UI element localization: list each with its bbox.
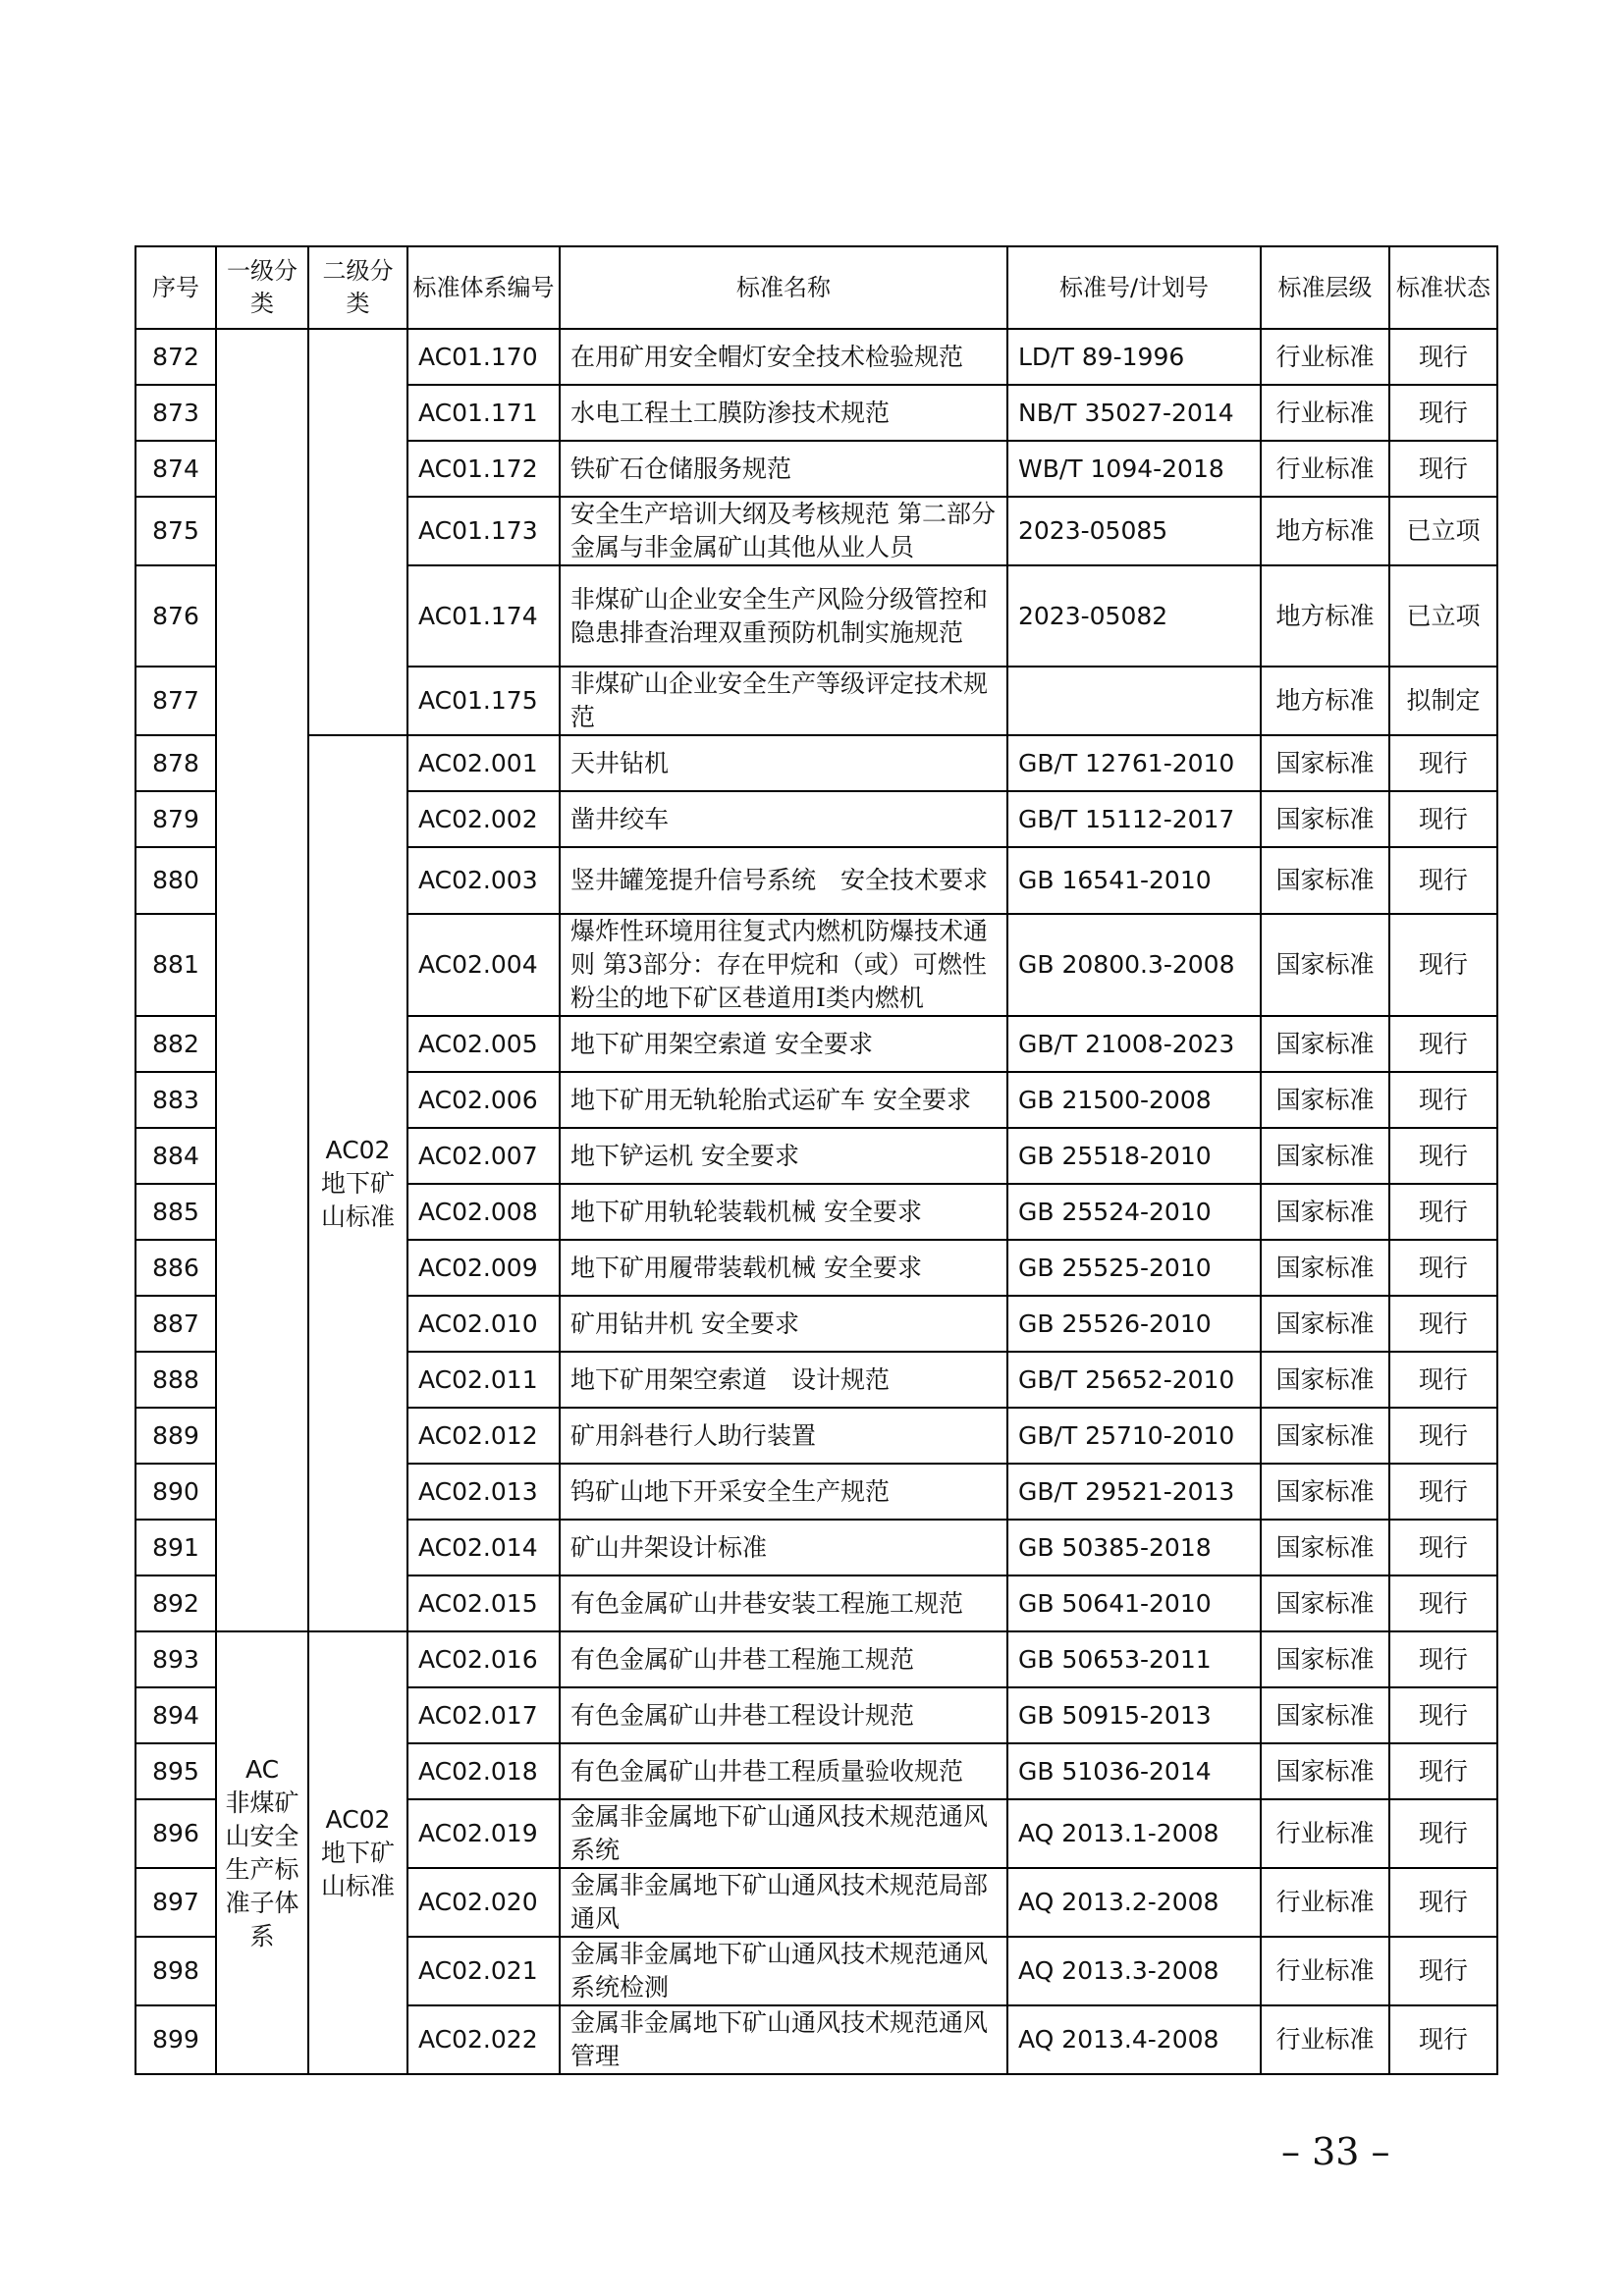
- number-cell: GB 25518-2010: [1007, 1128, 1261, 1184]
- level2-code: AC02: [325, 1135, 391, 1164]
- number-cell: GB/T 21008-2023: [1007, 1016, 1261, 1072]
- table-row: [135, 329, 1497, 385]
- code-cell: AC02.003: [407, 847, 560, 914]
- level1-label: 非煤矿山安全生产标准子体系: [225, 1788, 299, 1950]
- seq-cell: 892: [135, 1575, 216, 1631]
- code-cell: AC02.008: [407, 1184, 560, 1240]
- level2-cell-empty: [308, 329, 407, 735]
- code-cell: AC01.170: [407, 329, 560, 385]
- tier-cell: 行业标准: [1261, 1799, 1389, 1868]
- status-cell: 现行: [1389, 1743, 1497, 1799]
- tier-cell: 行业标准: [1261, 385, 1389, 441]
- seq-cell: 875: [135, 497, 216, 565]
- number-cell: GB 50385-2018: [1007, 1520, 1261, 1575]
- header-level2: 二级分类: [308, 246, 407, 329]
- name-cell: 爆炸性环境用往复式内燃机防爆技术通则 第3部分：存在甲烷和（或）可燃性粉尘的地下矿区巷道用Ⅰ类内燃机: [560, 914, 1007, 1016]
- status-cell: 现行: [1389, 1687, 1497, 1743]
- code-cell: AC02.019: [407, 1799, 560, 1868]
- seq-cell: 896: [135, 1799, 216, 1868]
- name-cell: 有色金属矿山井巷工程设计规范: [560, 1687, 1007, 1743]
- tier-cell: 国家标准: [1261, 1072, 1389, 1128]
- number-cell: GB 25526-2010: [1007, 1296, 1261, 1352]
- tier-cell: 行业标准: [1261, 1868, 1389, 1937]
- header-level1: 一级分类: [216, 246, 308, 329]
- name-cell: 金属非金属地下矿山通风技术规范通风系统: [560, 1799, 1007, 1868]
- number-cell: AQ 2013.1-2008: [1007, 1799, 1261, 1868]
- code-cell: AC02.015: [407, 1575, 560, 1631]
- tier-cell: 国家标准: [1261, 791, 1389, 847]
- status-cell: 现行: [1389, 329, 1497, 385]
- seq-cell: 873: [135, 385, 216, 441]
- status-cell: 现行: [1389, 791, 1497, 847]
- code-cell: AC01.172: [407, 441, 560, 497]
- name-cell: 非煤矿山企业安全生产等级评定技术规范: [560, 667, 1007, 735]
- tier-cell: 国家标准: [1261, 1743, 1389, 1799]
- number-cell: AQ 2013.3-2008: [1007, 1937, 1261, 2005]
- header-tier: 标准层级: [1261, 246, 1389, 329]
- code-cell: AC01.171: [407, 385, 560, 441]
- name-cell: 非煤矿山企业安全生产风险分级管控和隐患排查治理双重预防机制实施规范: [560, 565, 1007, 667]
- number-cell: AQ 2013.2-2008: [1007, 1868, 1261, 1937]
- status-cell: 现行: [1389, 1296, 1497, 1352]
- tier-cell: 国家标准: [1261, 1687, 1389, 1743]
- tier-cell: 国家标准: [1261, 1464, 1389, 1520]
- number-cell: AQ 2013.4-2008: [1007, 2005, 1261, 2074]
- number-cell: GB/T 25710-2010: [1007, 1408, 1261, 1464]
- seq-cell: 886: [135, 1240, 216, 1296]
- name-cell: 矿用钻井机 安全要求: [560, 1296, 1007, 1352]
- code-cell: AC02.002: [407, 791, 560, 847]
- tier-cell: 国家标准: [1261, 1016, 1389, 1072]
- name-cell: 矿用斜巷行人助行装置: [560, 1408, 1007, 1464]
- name-cell: 矿山井架设计标准: [560, 1520, 1007, 1575]
- status-cell: 现行: [1389, 914, 1497, 1016]
- name-cell: 有色金属矿山井巷工程施工规范: [560, 1631, 1007, 1687]
- number-cell: 2023-05085: [1007, 497, 1261, 565]
- status-cell: 现行: [1389, 1937, 1497, 2005]
- header-seq: 序号: [135, 246, 216, 329]
- name-cell: 凿井绞车: [560, 791, 1007, 847]
- level1-code: AC: [244, 1754, 280, 1784]
- number-cell: [1007, 667, 1261, 735]
- seq-cell: 874: [135, 441, 216, 497]
- name-cell: 水电工程土工膜防渗技术规范: [560, 385, 1007, 441]
- page-number: – 33 –: [1281, 2130, 1390, 2173]
- code-cell: AC02.020: [407, 1868, 560, 1937]
- seq-cell: 899: [135, 2005, 216, 2074]
- seq-cell: 894: [135, 1687, 216, 1743]
- name-cell: 钨矿山地下开采安全生产规范: [560, 1464, 1007, 1520]
- code-cell: AC01.173: [407, 497, 560, 565]
- name-cell: 地下矿用架空索道 设计规范: [560, 1352, 1007, 1408]
- status-cell: 现行: [1389, 847, 1497, 914]
- name-cell: 地下铲运机 安全要求: [560, 1128, 1007, 1184]
- status-cell: 现行: [1389, 1575, 1497, 1631]
- header-number: 标准号/计划号: [1007, 246, 1261, 329]
- code-cell: AC01.175: [407, 667, 560, 735]
- seq-cell: 890: [135, 1464, 216, 1520]
- tier-cell: 国家标准: [1261, 1128, 1389, 1184]
- code-cell: AC02.013: [407, 1464, 560, 1520]
- number-cell: GB 25525-2010: [1007, 1240, 1261, 1296]
- header-row: [135, 246, 1497, 329]
- status-cell: 现行: [1389, 441, 1497, 497]
- code-cell: AC02.001: [407, 735, 560, 791]
- tier-cell: 地方标准: [1261, 497, 1389, 565]
- status-cell: 已立项: [1389, 565, 1497, 667]
- name-cell: 地下矿用轨轮装载机械 安全要求: [560, 1184, 1007, 1240]
- tier-cell: 国家标准: [1261, 1575, 1389, 1631]
- tier-cell: 国家标准: [1261, 1184, 1389, 1240]
- name-cell: 金属非金属地下矿山通风技术规范通风管理: [560, 2005, 1007, 2074]
- header-name: 标准名称: [560, 246, 1007, 329]
- name-cell: 地下矿用架空索道 安全要求: [560, 1016, 1007, 1072]
- name-cell: 竖井罐笼提升信号系统 安全技术要求: [560, 847, 1007, 914]
- number-cell: LD/T 89-1996: [1007, 329, 1261, 385]
- tier-cell: 国家标准: [1261, 1296, 1389, 1352]
- seq-cell: 876: [135, 565, 216, 667]
- seq-cell: 882: [135, 1016, 216, 1072]
- code-cell: AC02.005: [407, 1016, 560, 1072]
- number-cell: GB 50915-2013: [1007, 1687, 1261, 1743]
- seq-cell: 878: [135, 735, 216, 791]
- status-cell: 现行: [1389, 1352, 1497, 1408]
- level2-code: AC02: [325, 1804, 391, 1834]
- seq-cell: 891: [135, 1520, 216, 1575]
- seq-cell: 898: [135, 1937, 216, 2005]
- seq-cell: 879: [135, 791, 216, 847]
- status-cell: 现行: [1389, 1520, 1497, 1575]
- status-cell: 现行: [1389, 1868, 1497, 1937]
- number-cell: GB 50653-2011: [1007, 1631, 1261, 1687]
- code-cell: AC02.012: [407, 1408, 560, 1464]
- code-cell: AC02.006: [407, 1072, 560, 1128]
- number-cell: GB 16541-2010: [1007, 847, 1261, 914]
- number-cell: GB/T 12761-2010: [1007, 735, 1261, 791]
- seq-cell: 880: [135, 847, 216, 914]
- code-cell: AC01.174: [407, 565, 560, 667]
- code-cell: AC02.017: [407, 1687, 560, 1743]
- seq-cell: 897: [135, 1868, 216, 1937]
- number-cell: GB/T 29521-2013: [1007, 1464, 1261, 1520]
- standards-table: [135, 245, 1498, 2075]
- tier-cell: 行业标准: [1261, 1937, 1389, 2005]
- seq-cell: 881: [135, 914, 216, 1016]
- status-cell: 现行: [1389, 385, 1497, 441]
- header-status: 标准状态: [1389, 246, 1497, 329]
- tier-cell: 国家标准: [1261, 1520, 1389, 1575]
- code-cell: AC02.007: [407, 1128, 560, 1184]
- number-cell: GB/T 25652-2010: [1007, 1352, 1261, 1408]
- name-cell: 地下矿用履带装载机械 安全要求: [560, 1240, 1007, 1296]
- seq-cell: 888: [135, 1352, 216, 1408]
- seq-cell: 872: [135, 329, 216, 385]
- code-cell: AC02.014: [407, 1520, 560, 1575]
- level2-label: 地下矿山标准: [320, 1838, 395, 1900]
- code-cell: AC02.009: [407, 1240, 560, 1296]
- level2-group-ac02-a: [308, 735, 407, 1631]
- number-cell: NB/T 35027-2014: [1007, 385, 1261, 441]
- tier-cell: 国家标准: [1261, 847, 1389, 914]
- status-cell: 现行: [1389, 1799, 1497, 1868]
- seq-cell: 889: [135, 1408, 216, 1464]
- seq-cell: 887: [135, 1296, 216, 1352]
- tier-cell: 行业标准: [1261, 329, 1389, 385]
- level2-group-ac02-b: [308, 1631, 407, 2074]
- seq-cell: 885: [135, 1184, 216, 1240]
- tier-cell: 国家标准: [1261, 1408, 1389, 1464]
- table-row: [135, 1631, 1497, 1687]
- status-cell: 现行: [1389, 1016, 1497, 1072]
- tier-cell: 行业标准: [1261, 2005, 1389, 2074]
- status-cell: 现行: [1389, 2005, 1497, 2074]
- status-cell: 现行: [1389, 1240, 1497, 1296]
- code-cell: AC02.018: [407, 1743, 560, 1799]
- number-cell: GB 21500-2008: [1007, 1072, 1261, 1128]
- name-cell: 金属非金属地下矿山通风技术规范通风系统检测: [560, 1937, 1007, 2005]
- tier-cell: 国家标准: [1261, 1631, 1389, 1687]
- status-cell: 拟制定: [1389, 667, 1497, 735]
- code-cell: AC02.021: [407, 1937, 560, 2005]
- name-cell: 金属非金属地下矿山通风技术规范局部通风: [560, 1868, 1007, 1937]
- tier-cell: 地方标准: [1261, 667, 1389, 735]
- status-cell: 已立项: [1389, 497, 1497, 565]
- status-cell: 现行: [1389, 735, 1497, 791]
- status-cell: 现行: [1389, 1128, 1497, 1184]
- tier-cell: 国家标准: [1261, 1352, 1389, 1408]
- table-row: [135, 735, 1497, 791]
- code-cell: AC02.004: [407, 914, 560, 1016]
- status-cell: 现行: [1389, 1408, 1497, 1464]
- number-cell: GB/T 15112-2017: [1007, 791, 1261, 847]
- number-cell: GB 50641-2010: [1007, 1575, 1261, 1631]
- tier-cell: 地方标准: [1261, 565, 1389, 667]
- status-cell: 现行: [1389, 1072, 1497, 1128]
- level2-label: 地下矿山标准: [320, 1168, 395, 1231]
- status-cell: 现行: [1389, 1464, 1497, 1520]
- number-cell: GB 25524-2010: [1007, 1184, 1261, 1240]
- status-cell: 现行: [1389, 1184, 1497, 1240]
- tier-cell: 国家标准: [1261, 914, 1389, 1016]
- seq-cell: 893: [135, 1631, 216, 1687]
- name-cell: 有色金属矿山井巷安装工程施工规范: [560, 1575, 1007, 1631]
- code-cell: AC02.011: [407, 1352, 560, 1408]
- number-cell: 2023-05082: [1007, 565, 1261, 667]
- number-cell: GB 51036-2014: [1007, 1743, 1261, 1799]
- status-cell: 现行: [1389, 1631, 1497, 1687]
- name-cell: 有色金属矿山井巷工程质量验收规范: [560, 1743, 1007, 1799]
- header-code: 标准体系编号: [407, 246, 560, 329]
- name-cell: 铁矿石仓储服务规范: [560, 441, 1007, 497]
- seq-cell: 883: [135, 1072, 216, 1128]
- seq-cell: 895: [135, 1743, 216, 1799]
- number-cell: GB 20800.3-2008: [1007, 914, 1261, 1016]
- level1-cell-empty: [216, 329, 308, 1631]
- name-cell: 地下矿用无轨轮胎式运矿车 安全要求: [560, 1072, 1007, 1128]
- code-cell: AC02.022: [407, 2005, 560, 2074]
- seq-cell: 884: [135, 1128, 216, 1184]
- name-cell: 安全生产培训大纲及考核规范 第二部分 金属与非金属矿山其他从业人员: [560, 497, 1007, 565]
- level1-group-ac: [216, 1631, 308, 2074]
- tier-cell: 国家标准: [1261, 735, 1389, 791]
- number-cell: WB/T 1094-2018: [1007, 441, 1261, 497]
- tier-cell: 国家标准: [1261, 1240, 1389, 1296]
- code-cell: AC02.016: [407, 1631, 560, 1687]
- tier-cell: 行业标准: [1261, 441, 1389, 497]
- name-cell: 天井钻机: [560, 735, 1007, 791]
- code-cell: AC02.010: [407, 1296, 560, 1352]
- name-cell: 在用矿用安全帽灯安全技术检验规范: [560, 329, 1007, 385]
- seq-cell: 877: [135, 667, 216, 735]
